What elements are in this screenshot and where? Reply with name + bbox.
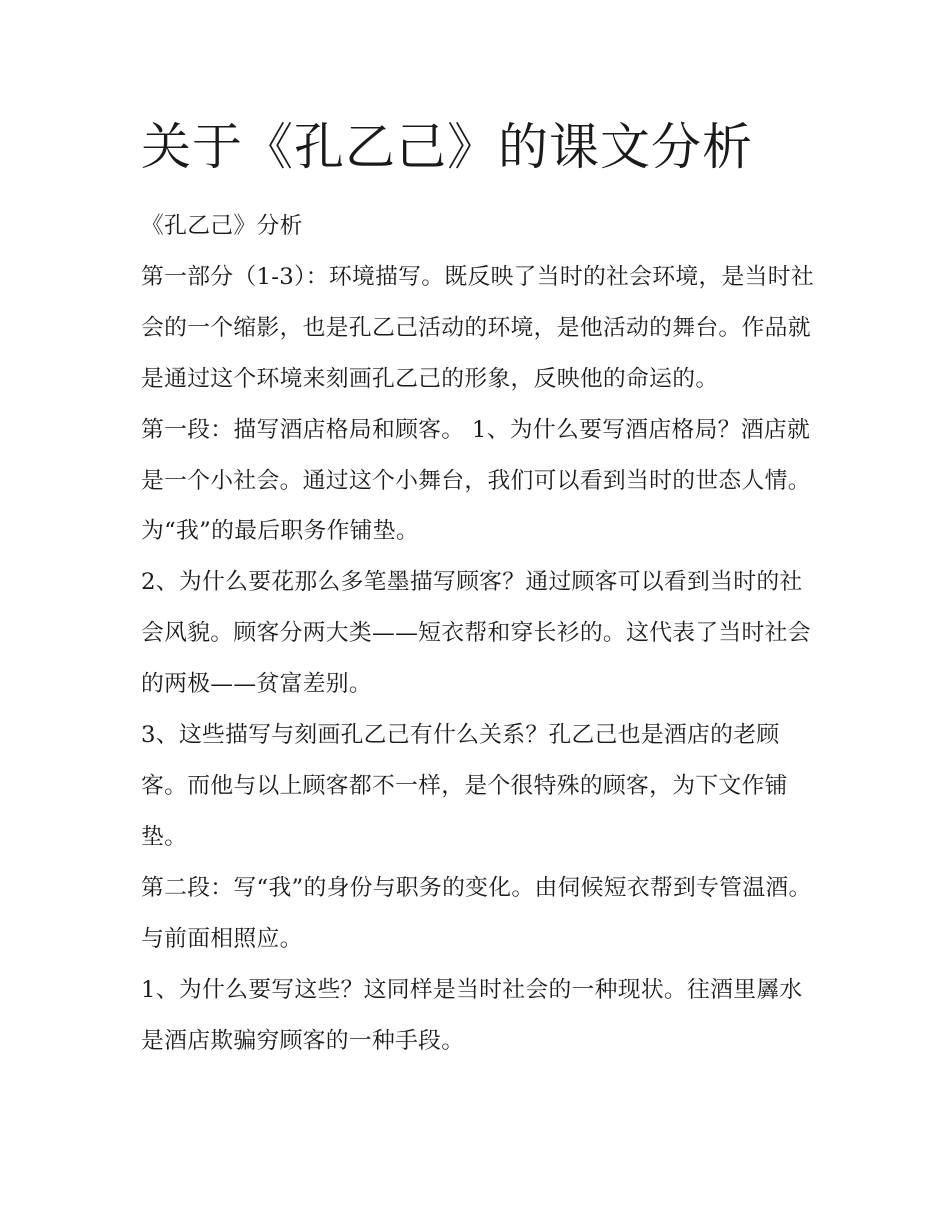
paragraph-section-two-point-one: 1、为什么要写这些？这同样是当时社会的一种现状。往酒里羼水是酒店欺骗穷顾客的一种手段。 [141,976,803,1054]
paragraph-point-three: 3、这些描写与刻画孔乙己有什么关系？孔乙己也是酒店的老顾客。而他与以上顾客都不一样，是个很特殊的顾客，为下文作铺垫。 [141,722,788,850]
paragraph-point-two: 2、为什么要花那么多笔墨描写顾客？通过顾客可以看到当时的社会风貌。顾客分两大类——短衣帮和穿长衫的。这代表了当时社会的两极——贫富差别。 [141,569,811,698]
paragraph-section-two: 第二段：写“我”的身份与职务的变化。由伺候短衣帮到专管温酒。与前面相照应。 [141,874,812,952]
section-heading: 《孔乙己》分析 [141,213,303,239]
document-title: 关于《孔乙己》的课文分析 [141,118,753,176]
paragraph-section-one: 第一段：描写酒店格局和顾客。 1、为什么要写酒店格局？酒店就是一个小社会。通过这个小舞台，我们可以看到当时的世态人情。为“我”的最后职务作铺垫。 [141,416,811,545]
document-body [141,115,821,1066]
paragraph-part-one: 第一部分（1-3）：环境描写。既反映了当时的社会环境，是当时社会的一个缩影，也是孔乙己活动的环境，是他活动的舞台。作品就是通过这个环境来刻画孔乙己的形象，反映他的命运的。 [141,263,814,392]
